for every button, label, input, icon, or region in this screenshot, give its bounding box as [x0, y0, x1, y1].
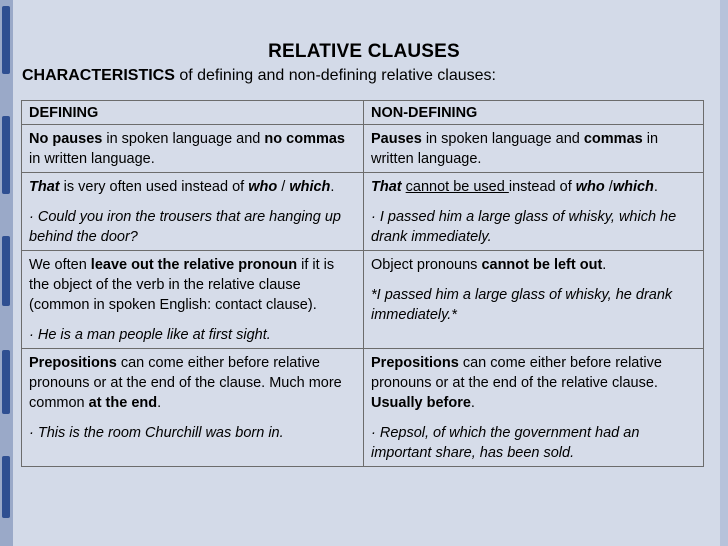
text: /: [604, 179, 613, 195]
text: in spoken language and: [102, 131, 265, 147]
edge-bar: [2, 456, 10, 518]
edge-bar: [2, 6, 10, 74]
bold-text: cannot be left out: [481, 257, 603, 273]
cell-non-defining-prepositions: [364, 349, 704, 467]
cell-defining-that: [22, 173, 364, 251]
italic-example: · This is the room Churchill was born in.: [29, 425, 284, 441]
comparison-table: [21, 100, 704, 467]
bold-italic-text: who: [248, 179, 278, 195]
italic-example: · I passed him a large glass of whisky, which he drank immediately.: [371, 209, 677, 245]
bold-text: Prepositions: [29, 355, 117, 371]
bold-text: Usually before: [371, 395, 471, 411]
italic-example: · Could you iron the trousers that are hanging up behind the door?: [29, 209, 341, 245]
example-text: [371, 285, 697, 325]
edge-bar: [2, 116, 10, 194]
text: .: [602, 257, 607, 273]
left-edge-decoration: [0, 0, 13, 546]
rule-text: [29, 255, 357, 315]
rule-text: [29, 353, 357, 413]
text: /: [277, 179, 290, 195]
cell-defining-pauses: [22, 125, 364, 173]
text: .: [470, 395, 475, 411]
slide-subtitle: [22, 67, 496, 85]
header-non-defining: NON-DEFINING: [364, 101, 704, 125]
example-text: [29, 423, 357, 443]
table-header-row: [22, 101, 704, 125]
italic-example: · Repsol, of which the government had an important share, has been sold.: [371, 425, 640, 461]
cell-defining-prepositions: [22, 349, 364, 467]
edge-bar: [2, 236, 10, 306]
text: We often: [29, 257, 91, 273]
bold-text: No pauses: [29, 131, 103, 147]
text: in written language.: [371, 131, 659, 167]
example-text: [29, 207, 357, 247]
bold-text: at the end: [88, 395, 158, 411]
text: .: [157, 395, 162, 411]
bold-italic-text: That: [371, 179, 402, 195]
rule-text: [371, 255, 697, 275]
cell-defining-leave-out: [22, 251, 364, 349]
bold-italic-text: which: [289, 179, 331, 195]
rule-text: [29, 177, 357, 197]
text: in spoken language and: [421, 131, 584, 147]
cell-non-defining-pauses: [364, 125, 704, 173]
bold-text: no commas: [264, 131, 345, 147]
bold-italic-text: That: [29, 179, 60, 195]
table-row: [22, 251, 704, 349]
subtitle-text: of defining and non-defining relative clauses:: [174, 67, 496, 84]
subtitle-bold: CHARACTERISTICS: [22, 67, 175, 84]
rule-text: [371, 177, 697, 197]
example-text: [29, 325, 357, 345]
text: can come either before relative pronouns or at the end of the relative clause.: [371, 355, 662, 391]
edge-bar: [2, 350, 10, 414]
text: instead of: [508, 179, 576, 195]
bold-text: commas: [583, 131, 643, 147]
header-defining: DEFINING: [22, 101, 364, 125]
bold-text: leave out the relative pronoun: [90, 257, 298, 273]
italic-example: · He is a man people like at first sight.: [29, 327, 271, 343]
bold-italic-text: who: [575, 179, 605, 195]
text: in written language.: [29, 151, 155, 167]
text: is very often used instead of: [59, 179, 249, 195]
table-row: [22, 349, 704, 467]
slide-title: RELATIVE CLAUSES: [268, 41, 460, 62]
table-row: [22, 125, 704, 173]
italic-example: *I passed him a large glass of whisky, he drank immediately.*: [371, 287, 673, 323]
right-edge-decoration: [720, 0, 728, 546]
bold-text: Prepositions: [371, 355, 459, 371]
rule-text: [371, 353, 697, 413]
text: .: [653, 179, 658, 195]
cell-non-defining-that: [364, 173, 704, 251]
table-row: [22, 173, 704, 251]
example-text: [371, 207, 697, 247]
underlined-text: cannot be used: [405, 179, 509, 195]
bold-text: Pauses: [371, 131, 422, 147]
text: Object pronouns: [371, 257, 482, 273]
text: can come either before relative pronouns or at the end of the clause. Much more common: [29, 355, 342, 411]
example-text: [371, 423, 697, 463]
bold-italic-text: which: [612, 179, 654, 195]
text: .: [330, 179, 335, 195]
text: if it is the object of the verb in the relative clause (common in spoken English: contact clause).: [29, 257, 335, 313]
cell-non-defining-cannot-leave-out: [364, 251, 704, 349]
